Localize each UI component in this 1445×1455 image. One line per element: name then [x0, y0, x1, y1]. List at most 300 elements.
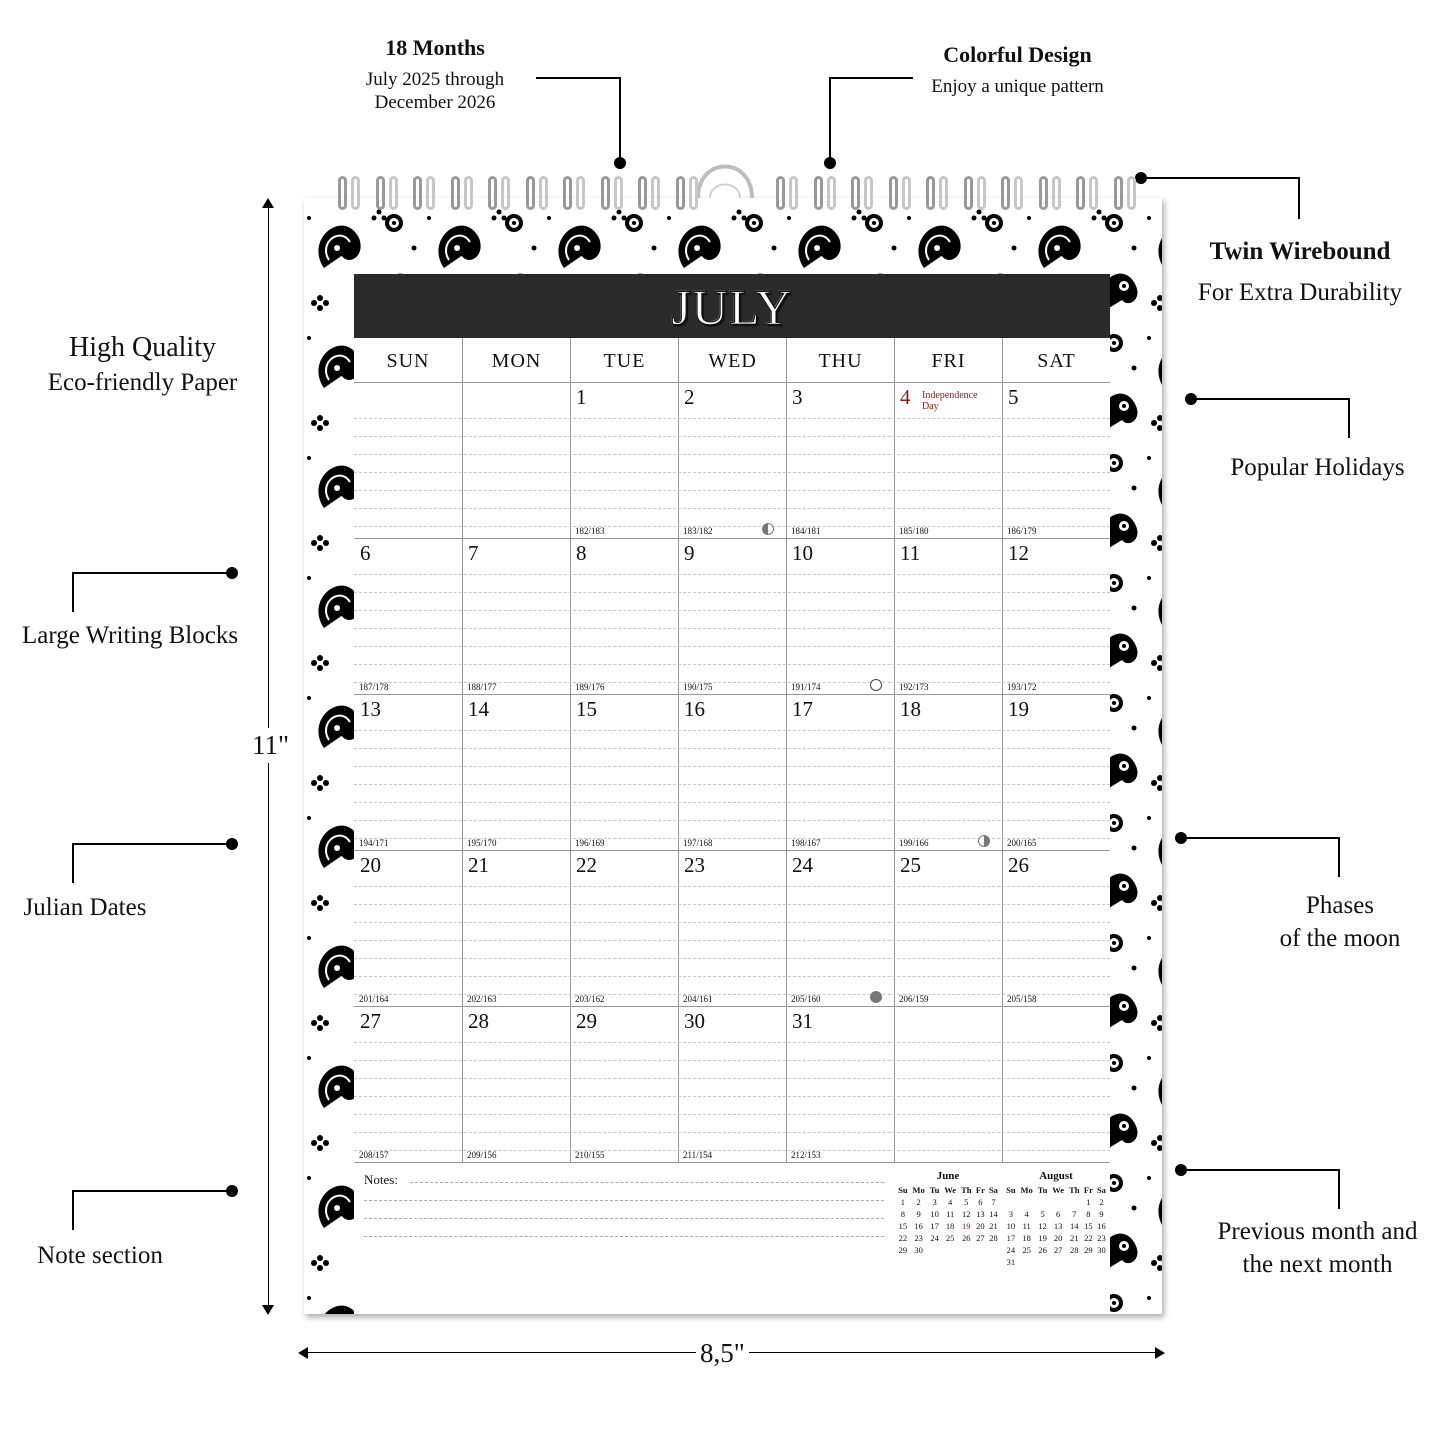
annotation-moon-line1: Phases — [1305, 892, 1375, 919]
mini-day: 19 — [1038, 1233, 1047, 1243]
arrow-left-icon — [298, 1347, 308, 1359]
mini-day: 3 — [932, 1197, 937, 1207]
mini-day: 24 — [930, 1233, 939, 1243]
mini-day: 22 — [898, 1233, 908, 1243]
day-number: 31 — [792, 1009, 813, 1033]
binding-ring-icon — [827, 176, 836, 210]
weekday-header: TUE — [570, 338, 678, 382]
leader-line — [72, 843, 74, 883]
holiday-label: Independence Day — [922, 390, 978, 412]
leader-dot — [226, 567, 238, 579]
annotation-prevnext-line1: Previous month and — [1217, 1218, 1418, 1245]
last-quarter-moon-icon — [762, 523, 774, 535]
mini-month-title: June — [936, 1170, 960, 1182]
binding-ring-icon — [638, 176, 647, 210]
day-cell[interactable] — [1002, 851, 1110, 1007]
mini-weekday: Th — [1069, 1185, 1080, 1195]
annotation-writing-text: Large Writing Blocks — [21, 622, 239, 649]
binding-ring-icon — [964, 176, 973, 210]
binding-ring-icon — [1052, 176, 1061, 210]
mini-day: 7 — [991, 1197, 996, 1207]
julian-date: 193/172 — [1007, 682, 1037, 692]
weekday-header: SAT — [1002, 338, 1110, 382]
binding-ring-icon — [776, 176, 785, 210]
mini-day: 11 — [1022, 1221, 1031, 1231]
day-number: 7 — [468, 541, 479, 565]
julian-date: 201/164 — [359, 994, 389, 1004]
mini-day — [1082, 1256, 1095, 1268]
annotation-notes-text: Note section — [37, 1242, 163, 1269]
mini-day: 4 — [1024, 1209, 1029, 1219]
julian-date: 212/153 — [791, 1150, 821, 1160]
annotation-holidays — [1205, 452, 1430, 483]
day-cell[interactable] — [1002, 1007, 1110, 1163]
mini-day: 26 — [1038, 1245, 1047, 1255]
day-number: 18 — [900, 697, 921, 721]
day-cell[interactable] — [462, 539, 570, 695]
day-number: 16 — [684, 697, 705, 721]
mini-day: 14 — [1070, 1221, 1079, 1231]
mini-weekday: Sa — [988, 1185, 998, 1195]
day-cell[interactable] — [570, 539, 678, 695]
mini-day: 22 — [1084, 1233, 1093, 1243]
leader-dot — [226, 1185, 238, 1197]
mini-day: 2 — [1099, 1197, 1104, 1207]
mini-day: 10 — [1006, 1221, 1016, 1231]
mini-day: 23 — [914, 1233, 923, 1243]
annotation-moon — [1240, 890, 1440, 955]
julian-date: 200/165 — [1007, 838, 1037, 848]
day-cell[interactable] — [1002, 539, 1110, 695]
arrow-up-icon — [262, 198, 274, 208]
binding-ring-icon — [413, 176, 422, 210]
day-number: 27 — [360, 1009, 381, 1033]
day-number: 14 — [468, 697, 489, 721]
mini-day — [959, 1244, 974, 1256]
annotation-wire — [1175, 236, 1425, 309]
mini-day: 30 — [914, 1245, 923, 1255]
annotation-prevnext-line2: the next month — [1242, 1251, 1393, 1279]
mini-day: 13 — [976, 1209, 985, 1219]
leader-dot — [614, 157, 626, 169]
binding-ring-icon — [426, 176, 435, 210]
day-cell[interactable] — [894, 383, 1002, 539]
annotation-notes — [10, 1240, 190, 1271]
binding-ring-icon — [1127, 176, 1136, 210]
day-cell[interactable] — [1002, 695, 1110, 851]
binding-ring-icon — [889, 176, 898, 210]
binding-ring-icon — [926, 176, 935, 210]
mini-weekday: Su — [1006, 1185, 1016, 1195]
leader-line — [1140, 177, 1300, 179]
leader-line — [1338, 837, 1340, 877]
julian-date: 202/163 — [467, 994, 497, 1004]
leader-line — [1180, 1169, 1340, 1171]
annotation-months-line2: December 2026 — [374, 92, 496, 114]
mini-day: 5 — [964, 1197, 969, 1207]
mini-weekday: Mo — [912, 1185, 925, 1195]
binding-ring-icon — [1014, 176, 1023, 210]
leader-line — [1190, 398, 1350, 400]
mini-weekday: Fr — [1083, 1185, 1093, 1195]
day-number: 29 — [576, 1009, 597, 1033]
day-number: 15 — [576, 697, 597, 721]
mini-day: 24 — [1006, 1245, 1016, 1255]
day-cell[interactable] — [678, 383, 786, 539]
arrow-right-icon — [1155, 1347, 1165, 1359]
note-writing-line[interactable] — [364, 1200, 884, 1201]
mini-day: 4 — [948, 1197, 953, 1207]
julian-date: 205/160 — [791, 994, 821, 1004]
day-cell[interactable] — [786, 695, 894, 851]
day-cell[interactable] — [354, 539, 462, 695]
julian-date: 205/158 — [1007, 994, 1037, 1004]
mini-day — [987, 1244, 1000, 1256]
julian-date: 189/176 — [575, 682, 605, 692]
julian-date: 199/166 — [899, 838, 929, 848]
annotation-wire-title: Twin Wirebound — [1209, 238, 1391, 265]
day-cell[interactable] — [678, 1007, 786, 1163]
day-number: 30 — [684, 1009, 705, 1033]
julian-date: 198/167 — [791, 838, 821, 848]
day-cell[interactable] — [570, 695, 678, 851]
day-number: 10 — [792, 541, 813, 565]
mini-day: 12 — [962, 1209, 971, 1219]
day-number: 1 — [576, 385, 587, 409]
binding-ring-icon — [376, 176, 385, 210]
mini-day: 25 — [945, 1233, 955, 1243]
leader-line — [829, 77, 831, 161]
day-number: 24 — [792, 853, 813, 877]
weekday-header: WED — [678, 338, 786, 382]
weekday-header: FRI — [894, 338, 1002, 382]
leader-line — [72, 572, 74, 612]
day-cell[interactable] — [894, 851, 1002, 1007]
mini-day: 12 — [1038, 1221, 1047, 1231]
leader-line — [72, 572, 232, 574]
binding-ring-icon — [601, 176, 610, 210]
day-number: 13 — [360, 697, 381, 721]
height-label: 11" — [252, 728, 289, 763]
mini-day: 27 — [976, 1233, 985, 1243]
mini-day: 8 — [900, 1209, 905, 1219]
binding-ring-icon — [464, 176, 473, 210]
julian-date: 195/170 — [467, 838, 497, 848]
binding-ring-icon — [1039, 176, 1048, 210]
day-cell[interactable] — [570, 1007, 678, 1163]
julian-date: 206/159 — [899, 994, 929, 1004]
day-number: 6 — [360, 541, 371, 565]
month-title: JULY — [671, 279, 793, 335]
day-number: 5 — [1008, 385, 1019, 409]
mini-day — [974, 1244, 987, 1256]
mini-day: 8 — [1086, 1209, 1091, 1219]
binding-ring-icon — [488, 176, 497, 210]
mini-day: 9 — [1099, 1209, 1104, 1219]
day-number: 22 — [576, 853, 597, 877]
arrow-down-icon — [262, 1305, 274, 1315]
annotation-paper-sub: Eco-friendly Paper — [47, 369, 238, 396]
binding-ring-icon — [651, 176, 660, 210]
binding-ring-icon — [851, 176, 860, 210]
leader-line — [619, 77, 621, 161]
day-number: 4 — [900, 385, 911, 409]
leader-line — [1348, 398, 1350, 438]
julian-date: 209/156 — [467, 1150, 497, 1160]
leader-line — [1180, 837, 1340, 839]
binding-ring-icon — [451, 176, 460, 210]
day-cell[interactable] — [894, 539, 1002, 695]
calendar-page — [304, 198, 1162, 1314]
julian-date: 184/181 — [791, 526, 821, 536]
day-cell[interactable] — [678, 695, 786, 851]
julian-date: 186/179 — [1007, 526, 1037, 536]
binding-ring-icon — [338, 176, 347, 210]
mini-day — [1050, 1256, 1067, 1268]
hanger-hook-icon — [690, 146, 760, 206]
weekday-header: SUN — [386, 350, 430, 372]
day-cell[interactable] — [786, 851, 894, 1007]
julian-date: 185/180 — [899, 526, 929, 536]
day-number: 3 — [792, 385, 803, 409]
note-writing-line[interactable] — [410, 1182, 884, 1183]
mini-day: 28 — [1070, 1245, 1079, 1255]
julian-date: 187/178 — [359, 682, 389, 692]
binding-ring-icon — [1089, 176, 1098, 210]
mini-day: 16 — [914, 1221, 923, 1231]
julian-date: 204/161 — [683, 994, 713, 1004]
mini-weekday: We — [944, 1185, 957, 1195]
mini-day — [1036, 1256, 1050, 1268]
mini-day — [1018, 1196, 1036, 1208]
mini-day: 15 — [1084, 1221, 1093, 1231]
mini-day: 17 — [930, 1221, 939, 1231]
day-cell[interactable] — [786, 539, 894, 695]
day-cell[interactable] — [462, 695, 570, 851]
mini-day: 13 — [1053, 1221, 1063, 1231]
binding-ring-icon — [676, 176, 685, 210]
binding-ring-icon — [501, 176, 510, 210]
mini-weekday: Mo — [1020, 1185, 1033, 1195]
day-cell[interactable] — [1002, 383, 1110, 539]
annotation-months-line1: July 2025 through — [365, 68, 505, 90]
mini-weekday: Su — [898, 1185, 908, 1195]
binding-ring-icon — [939, 176, 948, 210]
annotation-prevnext — [1195, 1216, 1440, 1281]
day-number: 19 — [1008, 697, 1029, 721]
leader-line — [72, 1190, 74, 1230]
julian-date: 210/155 — [575, 1150, 605, 1160]
day-number: 28 — [468, 1009, 489, 1033]
mini-day — [1004, 1196, 1018, 1208]
leader-line — [72, 1190, 232, 1192]
annotation-moon-line2: of the moon — [1279, 925, 1401, 953]
julian-date: 191/174 — [791, 682, 821, 692]
binding-ring-icon — [539, 176, 548, 210]
leader-line — [1298, 177, 1300, 219]
day-number: 17 — [792, 697, 813, 721]
weekday-header: THU — [786, 338, 894, 382]
mini-day: 9 — [916, 1209, 921, 1219]
julian-date: 188/177 — [467, 682, 497, 692]
mini-day: 17 — [1006, 1233, 1016, 1243]
notes-label: Notes: — [364, 1172, 398, 1187]
mini-day: 19 — [962, 1221, 971, 1231]
binding-ring-icon — [977, 176, 986, 210]
mini-day: 20 — [1053, 1233, 1063, 1243]
mini-month-title: August — [1039, 1170, 1073, 1182]
mini-day: 21 — [989, 1221, 998, 1231]
day-number: 26 — [1008, 853, 1029, 877]
mini-day: 26 — [962, 1233, 971, 1243]
annotation-julian — [0, 892, 170, 923]
mini-day: 10 — [930, 1209, 939, 1219]
annotation-months — [340, 34, 530, 115]
next-month-calendar — [1004, 1166, 1108, 1268]
annotation-design-sub: Enjoy a unique pattern — [931, 75, 1104, 97]
leader-dot — [226, 838, 238, 850]
day-number: 11 — [900, 541, 921, 565]
leader-line — [536, 77, 620, 79]
mini-day — [1067, 1256, 1082, 1268]
binding-ring-icon — [689, 176, 698, 210]
mini-weekday: Tu — [929, 1185, 940, 1195]
mini-day: 20 — [976, 1221, 985, 1231]
leader-line — [72, 843, 232, 845]
width-label: 8,5" — [696, 1338, 749, 1369]
full-moon-icon — [870, 679, 882, 691]
day-cell[interactable] — [354, 1007, 462, 1163]
day-cell[interactable] — [894, 1007, 1002, 1163]
julian-date: 192/173 — [899, 682, 929, 692]
binding-ring-icon — [1001, 176, 1010, 210]
mini-day — [1095, 1256, 1108, 1268]
mini-day: 1 — [900, 1197, 905, 1207]
mini-weekday: Th — [961, 1185, 972, 1195]
mini-weekday: We — [1052, 1185, 1065, 1195]
binding-ring-icon — [389, 176, 398, 210]
day-number: 25 — [900, 853, 921, 877]
notes-section — [354, 1166, 1110, 1267]
binding-ring-icon — [864, 176, 873, 210]
mini-day — [928, 1244, 942, 1256]
mini-day: 27 — [1053, 1245, 1063, 1255]
julian-date: 196/169 — [575, 838, 605, 848]
day-cell[interactable] — [354, 695, 462, 851]
mini-day: 21 — [1070, 1233, 1079, 1243]
annotation-design — [915, 41, 1120, 98]
mini-day: 6 — [1056, 1209, 1061, 1219]
mini-day: 18 — [1022, 1233, 1031, 1243]
mini-day: 11 — [946, 1209, 955, 1219]
julian-date: 182/183 — [575, 526, 605, 536]
day-cell[interactable] — [570, 383, 678, 539]
annotation-design-title: Colorful Design — [943, 42, 1092, 67]
annotation-months-title: 18 Months — [385, 35, 485, 60]
mini-day: 31 — [1006, 1257, 1016, 1267]
day-cell[interactable] — [354, 851, 462, 1007]
mini-day: 23 — [1097, 1233, 1106, 1243]
julian-date: 190/175 — [683, 682, 713, 692]
binding-ring-icon — [902, 176, 911, 210]
day-number: 12 — [1008, 541, 1029, 565]
mini-day: 7 — [1072, 1209, 1077, 1219]
leader-line — [1338, 1169, 1340, 1209]
day-cell[interactable] — [462, 851, 570, 1007]
day-cell[interactable] — [786, 1007, 894, 1163]
mini-day: 28 — [989, 1233, 998, 1243]
day-number: 20 — [360, 853, 381, 877]
mini-day: 6 — [978, 1197, 983, 1207]
day-cell[interactable] — [678, 851, 786, 1007]
first-quarter-moon-icon — [978, 835, 990, 847]
mini-weekday: Fr — [975, 1185, 985, 1195]
mini-day: 29 — [898, 1245, 908, 1255]
day-cell[interactable] — [462, 1007, 570, 1163]
annotation-holidays-text: Popular Holidays — [1230, 454, 1405, 481]
binding-ring-icon — [576, 176, 585, 210]
mini-day: 2 — [916, 1197, 921, 1207]
mini-day: 14 — [989, 1209, 998, 1219]
note-writing-line[interactable] — [364, 1236, 884, 1237]
previous-month-calendar — [896, 1166, 1000, 1256]
mini-day: 25 — [1022, 1245, 1031, 1255]
day-number: 8 — [576, 541, 587, 565]
day-number: 2 — [684, 385, 695, 409]
day-cell[interactable] — [678, 539, 786, 695]
annotation-paper — [20, 330, 265, 398]
mini-day — [1067, 1196, 1082, 1208]
mini-day — [1036, 1196, 1050, 1208]
mini-day: 15 — [898, 1221, 908, 1231]
day-cell[interactable] — [894, 695, 1002, 851]
binding-ring-icon — [789, 176, 798, 210]
julian-date: 203/162 — [575, 994, 605, 1004]
day-number: 21 — [468, 853, 489, 877]
mini-day: 18 — [945, 1221, 955, 1231]
mini-day: 3 — [1008, 1209, 1013, 1219]
day-number: 9 — [684, 541, 695, 565]
annotation-julian-text: Julian Dates — [23, 894, 147, 921]
mini-day: 29 — [1084, 1245, 1093, 1255]
julian-date: 194/171 — [359, 838, 389, 848]
day-cell[interactable] — [570, 851, 678, 1007]
day-cell[interactable] — [786, 383, 894, 539]
leader-line — [829, 77, 913, 79]
annotation-writing — [0, 620, 260, 651]
mini-day — [1018, 1256, 1036, 1268]
day-cell[interactable] — [462, 383, 570, 539]
day-cell[interactable] — [354, 383, 462, 539]
binding-ring-icon — [563, 176, 572, 210]
mini-weekday: Sa — [1096, 1185, 1106, 1195]
note-writing-line[interactable] — [364, 1218, 884, 1219]
mini-day: 1 — [1086, 1197, 1091, 1207]
leader-dot — [824, 157, 836, 169]
binding-ring-icon — [526, 176, 535, 210]
julian-date: 208/157 — [359, 1150, 389, 1160]
mini-weekday: Tu — [1037, 1185, 1048, 1195]
julian-date: 183/182 — [683, 526, 713, 536]
mini-day — [1050, 1196, 1067, 1208]
mini-day: 30 — [1097, 1245, 1106, 1255]
julian-date: 197/168 — [683, 838, 713, 848]
annotation-wire-sub: For Extra Durability — [1197, 279, 1403, 307]
annotation-paper-title: High Quality — [69, 332, 216, 363]
binding-ring-icon — [1076, 176, 1085, 210]
mini-day: 16 — [1097, 1221, 1106, 1231]
new-moon-icon — [870, 991, 882, 1003]
